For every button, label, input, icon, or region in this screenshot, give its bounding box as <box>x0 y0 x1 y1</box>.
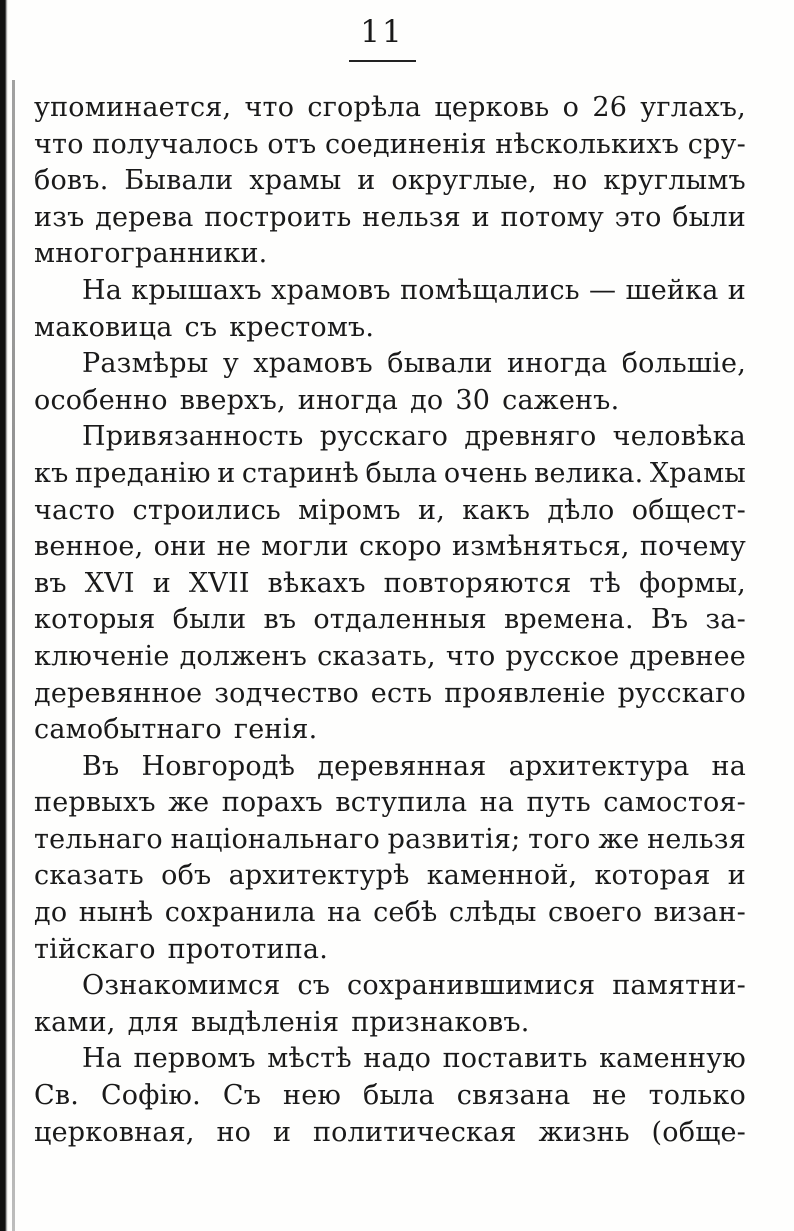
text-line: маковица съ крестомъ. <box>34 311 375 343</box>
binding-shadow <box>12 0 15 1231</box>
text-line: венное, они не могли скоро измѣняться, почему <box>34 531 746 563</box>
text-line: Ознакомимся съ сохранившимися памятни- <box>82 970 746 1002</box>
text-line: которыя были въ отдаленныя времена. Въ за- <box>34 604 746 636</box>
text-line: первыхъ же порахъ вступила на путь самостоя- <box>34 787 746 819</box>
text-line: упоминается, что сгорѣла церковь о 26 углахъ, <box>34 92 746 123</box>
text-line: Въ Новгородѣ деревянная архитектура на <box>82 750 746 782</box>
page-number: 11 <box>360 14 404 50</box>
text-line: бовъ. Бывали храмы и округлые, но круглымъ <box>34 165 746 197</box>
text-line: что получалось отъ соединенія нѣсколькихъ сру- <box>34 128 746 160</box>
text-line: сказать объ архитектурѣ каменной, которая и <box>34 860 746 892</box>
binding-edge <box>0 0 8 1231</box>
body-text <box>34 90 746 1151</box>
text-line: ками, для выдѣленія признаковъ. <box>34 1006 530 1038</box>
text-line: На первомъ мѣстѣ надо поставить каменную <box>82 1043 746 1075</box>
text-line: въ XVI и XVII вѣкахъ повторяются тѣ формы, <box>34 567 746 599</box>
text-line: многогранники. <box>34 238 268 270</box>
text-line: Св. Софію. Съ нею была связана не только <box>34 1080 746 1112</box>
text-line: деревянное зодчество есть проявленіе русскаго <box>34 677 746 709</box>
text-line: часто строились міромъ и, какъ дѣло общест- <box>34 494 746 526</box>
text-line: особенно вверхъ, иногда до 30 саженъ. <box>34 384 620 416</box>
text-line: тійскаго прототипа. <box>34 933 329 965</box>
text-line: церковная, но и политическая жизнь (обще- <box>34 1116 746 1148</box>
text-line: На крышахъ храмовъ помѣщались — шейка и <box>82 274 746 306</box>
text-line: до нынѣ сохранила на себѣ слѣды своего визан- <box>34 897 746 929</box>
text-line: тельнаго національнаго развитія; того же нельзя <box>34 823 746 855</box>
text-line: самобытнаго генія. <box>34 714 318 746</box>
text-line: къ преданію и старинѣ была очень велика. Храмы <box>34 457 746 489</box>
text-line: изъ дерева построить нельзя и потому это были <box>34 201 746 233</box>
page-number-rule <box>349 60 416 62</box>
text-line: Размѣры у храмовъ бывали иногда большіе, <box>82 348 746 380</box>
text-line: Привязанность русскаго древняго человѣка <box>82 421 746 453</box>
text-line: ключеніе долженъ сказать, что русское древнее <box>34 640 746 672</box>
